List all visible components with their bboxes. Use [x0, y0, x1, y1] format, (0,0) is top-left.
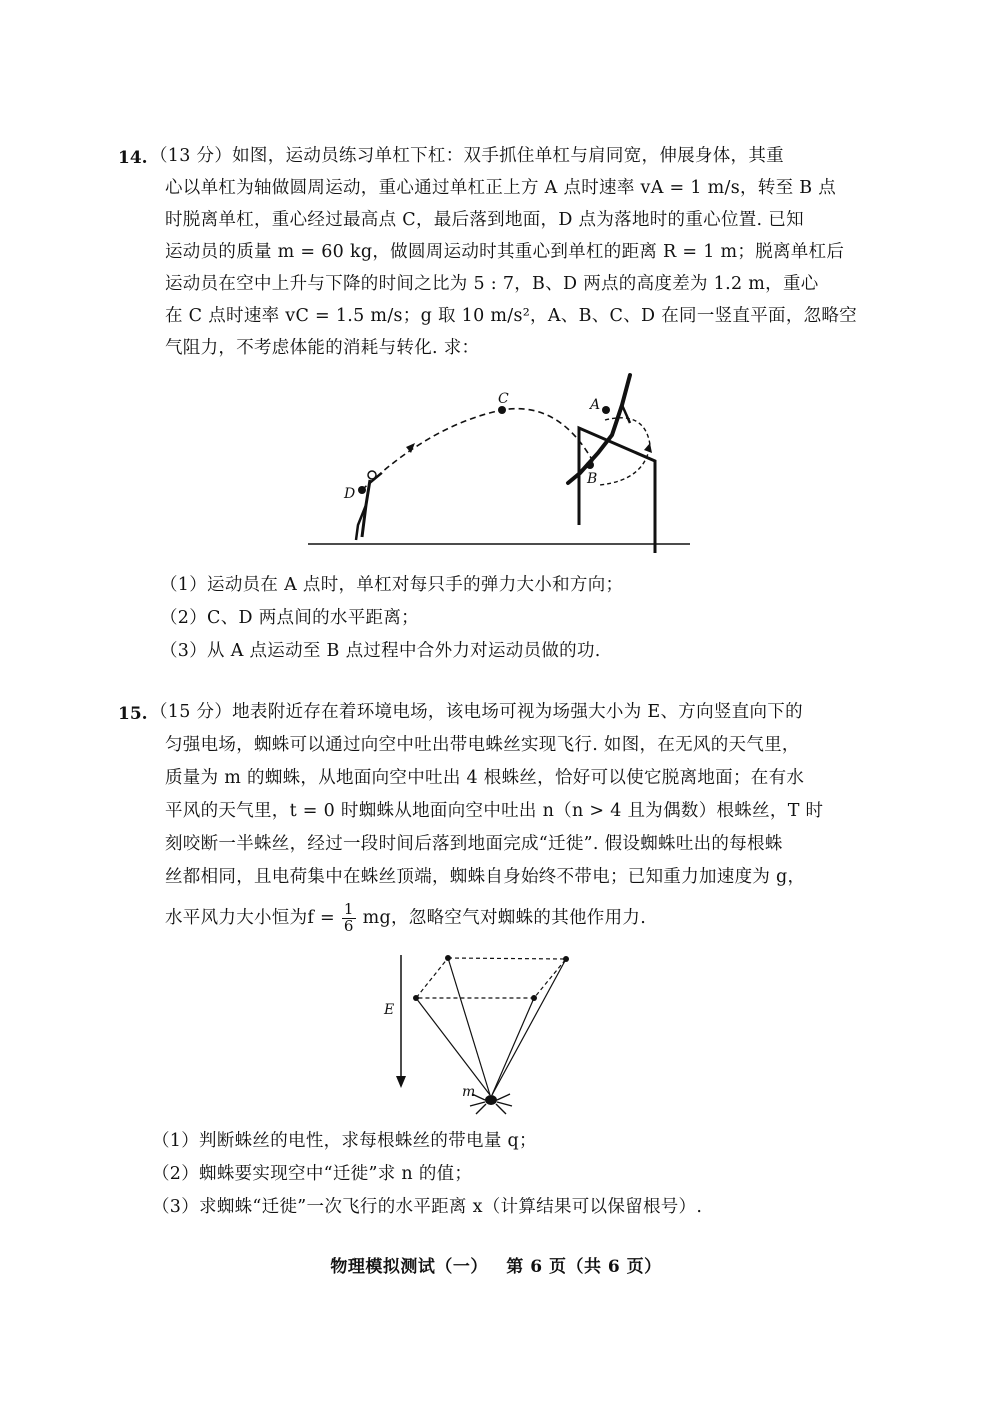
wind-force-fraction: $\frac{1}{6}$ [343, 900, 354, 935]
q14-line-4: 运动员的质量 m = 60 kg，做圆周运动时其重心到单杠的距离 R = 1 m；脱离单杠后 [165, 242, 845, 262]
point-c [498, 406, 506, 414]
charge-4 [413, 995, 419, 1001]
footer-page-number: 第 6 页（共 6 页） [506, 1257, 662, 1277]
charge-2 [563, 956, 569, 962]
silk-3 [492, 998, 534, 1095]
label-e: E [384, 1002, 395, 1018]
circular-path [600, 418, 650, 485]
bar-frame [579, 428, 655, 553]
label-a: A [590, 397, 601, 413]
q14-line-6: 在 C 点时速率 vC = 1.5 m/s；g 取 10 m/s²，A、B、C、D 在同一竖直平面，忽略空 [165, 306, 858, 326]
q15-line-6: 丝都相同，且电荷集中在蛛丝顶端，蜘蛛自身始终不带电；已知重力加速度为 g， [165, 867, 806, 887]
q15-figure-spider [370, 950, 590, 1120]
spider-body [485, 1095, 497, 1105]
silk-2 [492, 959, 566, 1095]
q15-line-2: 匀强电场，蜘蛛可以通过向空中吐出带电蛛丝实现飞行. 如图，在无风的天气里， [165, 735, 800, 755]
label-c: C [498, 391, 509, 407]
q15-line-7 [165, 902, 646, 935]
question-15-number: 15. [118, 704, 148, 724]
footer-title: 物理模拟测试（一） [330, 1257, 488, 1277]
q15-line-3: 质量为 m 的蜘蛛，从地面向空中吐出 4 根蛛丝，恰好可以使它脱离地面；在有水 [165, 768, 805, 788]
circle-arrow [644, 443, 652, 453]
q15-line-1: （15 分）地表附近存在着环境电场，该电场可视为场强大小为 E、方向竖直向下的 [150, 702, 803, 722]
point-d [358, 486, 366, 494]
gymnast-on-bar [568, 375, 630, 483]
point-a [602, 406, 610, 414]
q15-line-5: 刻咬断一半蛛丝，经过一段时间后落到地面完成“迁徙”. 假设蜘蛛吐出的每根蛛 [165, 834, 783, 854]
silk-4 [416, 998, 490, 1095]
q14-line-5: 运动员在空中上升与下降的时间之比为 5 : 7，B、D 两点的高度差为 1.2 m，重心 [165, 274, 819, 294]
charge-1 [445, 955, 451, 961]
q14-line-1: （13 分）如图，运动员练习单杠下杠：双手抓住单杠与肩同宽，伸展身体，其重 [150, 146, 784, 166]
q14-sub-2: （2）C、D 两点间的水平距离； [160, 608, 419, 628]
trajectory-arrow [406, 443, 415, 453]
q15-sub-1: （1）判断蛛丝的电性，求每根蛛丝的带电量 q； [152, 1131, 537, 1151]
q14-line-2: 心以单杠为轴做圆周运动，重心通过单杠正上方 A 点时速率 vA = 1 m/s，转至 B 点 [165, 178, 837, 198]
label-m: m [462, 1084, 476, 1100]
trajectory-path [362, 409, 598, 490]
question-14-number: 14. [118, 148, 148, 168]
q14-sub-3: （3）从 A 点运动至 B 点过程中合外力对运动员做的功. [160, 641, 601, 661]
q15-line-4: 平风的天气里，t = 0 时蜘蛛从地面向空中吐出 n（n > 4 且为偶数）根蛛丝，T 时 [165, 801, 824, 821]
q14-line-3: 时脱离单杠，重心经过最高点 C，最后落到地面，D 点为落地时的重心位置. 已知 [165, 210, 804, 230]
q15-line-7-before: 水平风力大小恒为f = [165, 907, 336, 928]
q14-line-7: 气阻力，不考虑体能的消耗与转化. 求： [165, 338, 480, 358]
q14-sub-1: （1）运动员在 A 点时，单杠对每只手的弹力大小和方向； [160, 575, 624, 595]
e-field-arrowhead [396, 1076, 406, 1088]
gymnast-arm [622, 405, 630, 423]
q15-line-7-after: mg，忽略空气对蜘蛛的其他作用力. [362, 907, 647, 928]
page-footer [0, 1252, 992, 1277]
label-b: B [587, 471, 598, 487]
label-d: D [344, 486, 356, 502]
silk-top-plane [416, 958, 566, 998]
charge-3 [531, 995, 537, 1001]
q15-sub-3: （3）求蜘蛛“迁徙”一次飞行的水平距离 x（计算结果可以保留根号）. [152, 1197, 703, 1217]
q14-figure-gymnast [300, 365, 700, 560]
landed-gymnast-head [368, 471, 376, 479]
silk-1 [448, 958, 490, 1095]
q15-sub-2: （2）蜘蛛要实现空中“迁徙”求 n 的值； [152, 1164, 473, 1184]
